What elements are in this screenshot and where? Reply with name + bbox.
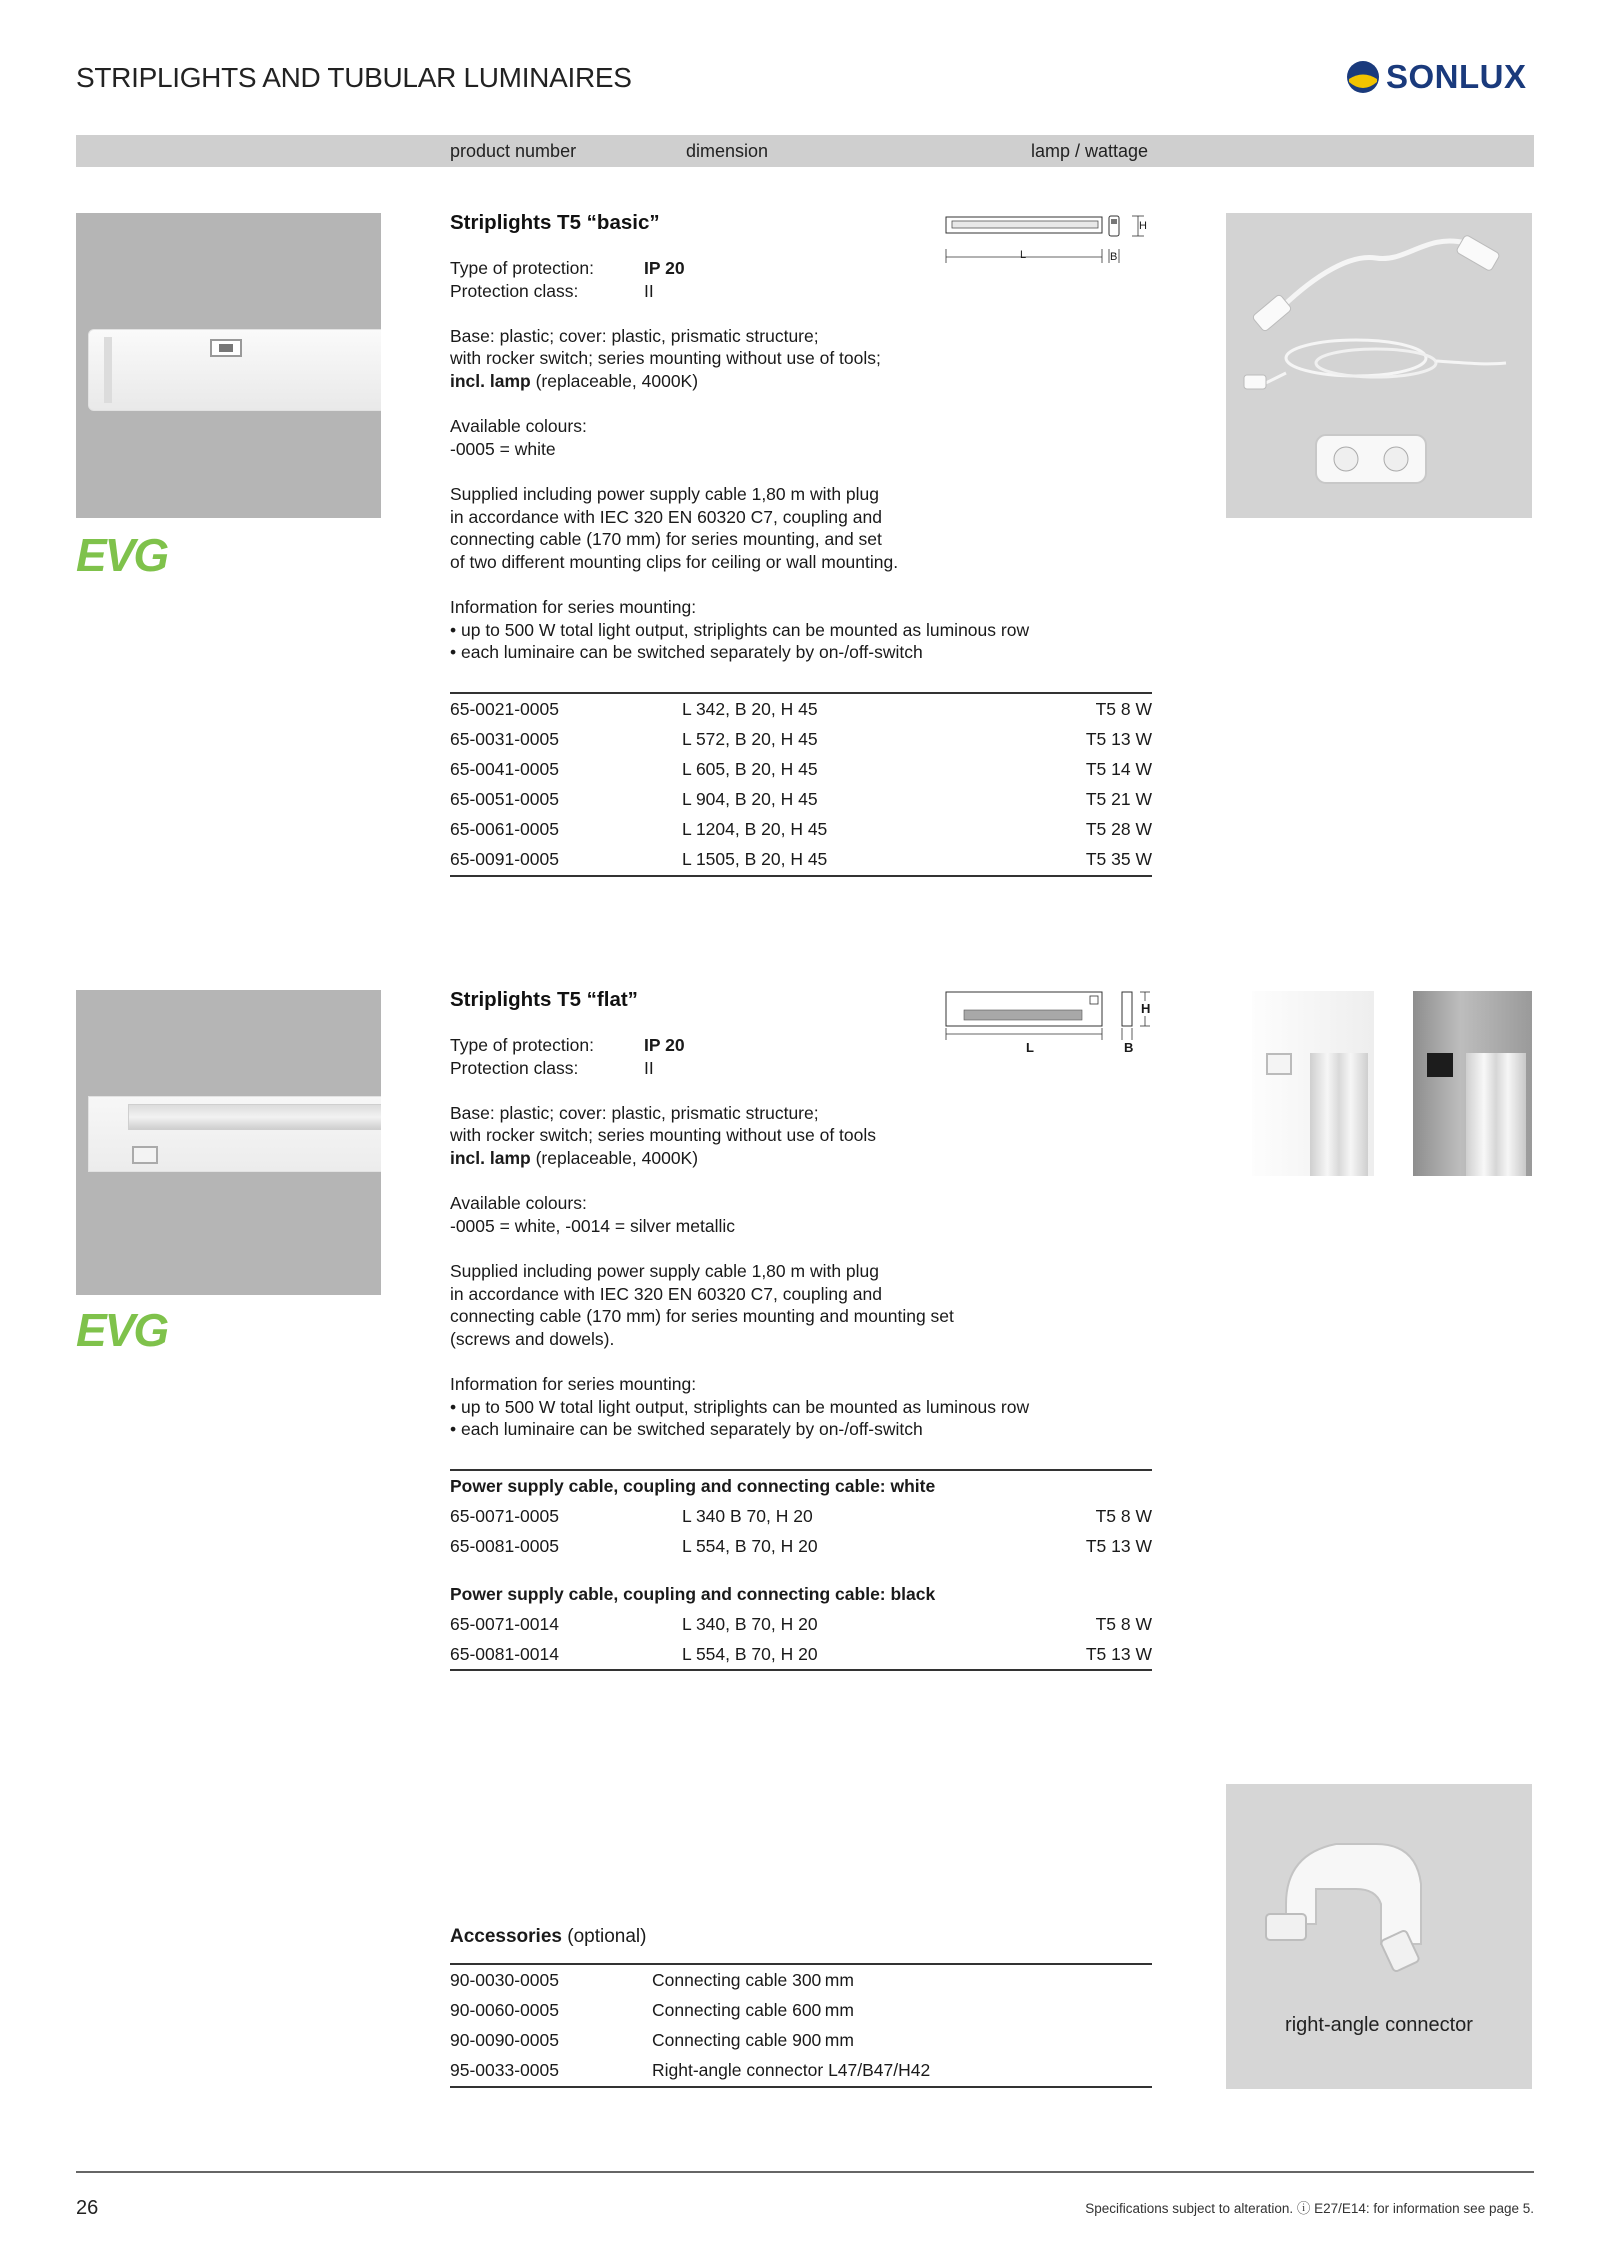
table-row: 90-0090-0005 Connecting cable 900 mm — [450, 2029, 854, 2050]
accessory-caption: right-angle connector — [1285, 2014, 1473, 2036]
protection-type: Type of protection: IP 20 — [450, 258, 685, 278]
colours-flat: Available colours: -0005 = white, -0014 = silver metallic — [450, 1193, 735, 1236]
protection-type: Type of protection: IP 20 — [450, 1035, 685, 1055]
dimension-diagram-basic — [944, 213, 1160, 271]
table-bottom-rule — [450, 1669, 1152, 1671]
table-bottom-rule — [450, 875, 1152, 877]
col-product-number: product number — [450, 141, 577, 161]
table-row: 65-0021-0005 L 342, B 20, H 45 T5 8 W — [450, 698, 1152, 719]
group-header-black: Power supply cable, coupling and connecting cable: black — [450, 1583, 936, 1604]
table-bottom-rule — [450, 2086, 1152, 2088]
table-row: 65-0041-0005 L 605, B 20, H 45 T5 14 W — [450, 758, 1152, 779]
brand-name: SONLUX — [1386, 58, 1527, 95]
table-row: 95-0033-0005 Right-angle connector L47/B47/H42 — [450, 2059, 931, 2080]
column-header-band — [76, 135, 1534, 167]
series-info-flat: Information for series mounting: • up to 500 W total light output, striplights can be mounted as luminous row • each luminaire can be switched separately by on-/off-switch — [450, 1373, 1030, 1440]
diagram-label-b: B — [1124, 1040, 1134, 1055]
detail-photo-white — [1252, 991, 1374, 1176]
evg-badge: EVG — [76, 1304, 168, 1356]
description-flat: Base: plastic; cover: plastic, prismatic structure; with rocker switch; series mounting without use of tools incl. lamp (replaceable, 4000K) — [450, 1102, 877, 1168]
supplied-basic: Supplied including power supply cable 1,80 m with plug in accordance with IEC 320 EN 60320 C7, coupling and connecting cable (170 mm) for series mounting, and set of two different mounting clips for ceiling or wall mounting. — [450, 483, 899, 572]
accessories-table — [450, 1965, 1152, 2085]
col-dimension: dimension — [686, 141, 769, 161]
evg-badge: EVG — [76, 529, 168, 581]
page-title: STRIPLIGHTS AND TUBULAR LUMINAIRES — [76, 62, 632, 93]
series-info-basic: Information for series mounting: • up to 500 W total light output, striplights can be mounted as luminous row • each luminaire can be switched separately by on-/off-switch — [450, 596, 1030, 663]
table-row: 65-0061-0005 L 1204, B 20, H 45 T5 28 W — [450, 818, 1152, 839]
specs-basic — [450, 257, 1030, 664]
accessory-photo-connector — [1226, 1784, 1532, 2089]
product-title-flat: Striplights T5 “flat” — [450, 988, 638, 1011]
table-row: 65-0081-0005 L 554, B 70, H 20 T5 13 W — [450, 1535, 1152, 1556]
table-row: 65-0031-0005 L 572, B 20, H 45 T5 13 W — [450, 728, 1152, 749]
page-number: 26 — [76, 2197, 99, 2219]
table-row: 90-0030-0005 Connecting cable 300 mm — [450, 1969, 854, 1990]
table-row: 65-0051-0005 L 904, B 20, H 45 T5 21 W — [450, 788, 1152, 809]
supplied-flat: Supplied including power supply cable 1,80 m with plug in accordance with IEC 320 EN 60320 C7, coupling and connecting cable (170 mm) for series mounting and mounting set (screws and dowels). — [450, 1260, 954, 1349]
table-row: 65-0091-0005 L 1505, B 20, H 45 T5 35 W — [450, 848, 1152, 869]
table-row: 65-0081-0014 L 554, B 70, H 20 T5 13 W — [450, 1643, 1152, 1664]
sun-logo-icon — [1346, 60, 1380, 94]
product-table-basic — [450, 694, 1152, 874]
product-table-flat — [450, 1471, 1152, 1669]
diagram-label-h: H — [1141, 1001, 1151, 1016]
specs-flat — [450, 1034, 1150, 1441]
diagram-label-h: H — [1139, 220, 1147, 232]
product-title-basic: Striplights T5 “basic” — [450, 211, 660, 234]
diagram-label-b: B — [1110, 251, 1118, 263]
product-photo-basic — [76, 213, 381, 518]
accessories-title: Accessories (optional) — [450, 1926, 647, 1947]
footer-note: Specifications subject to alteration. ⓘ E27/E14: for information see page 5. — [1085, 2201, 1534, 2216]
table-row: 90-0060-0005 Connecting cable 600 mm — [450, 1999, 854, 2020]
product-photo-flat — [76, 990, 381, 1295]
protection-class: Protection class: II — [450, 1057, 654, 1078]
footer-rule — [76, 2171, 1534, 2173]
table-row: 65-0071-0005 L 340 B 70, H 20 T5 8 W — [450, 1505, 1152, 1526]
description-basic: Base: plastic; cover: plastic, prismatic structure; with rocker switch; series mounting without use of tools; incl. lamp (replaceable, 4000K) — [450, 325, 881, 391]
detail-photo-silver — [1413, 991, 1532, 1176]
group-header-white: Power supply cable, coupling and connecting cable: white — [450, 1475, 936, 1496]
accessory-photo-basic — [1226, 213, 1532, 518]
dimension-diagram-flat — [944, 990, 1160, 1056]
col-lamp-wattage: lamp / wattage — [1031, 141, 1149, 161]
diagram-label-l: L — [1026, 1040, 1034, 1055]
brand-logo — [1346, 58, 1527, 96]
colours-basic: Available colours: -0005 = white — [450, 416, 587, 459]
protection-class: Protection class: II — [450, 280, 654, 301]
diagram-label-l: L — [1020, 249, 1027, 261]
table-row: 65-0071-0014 L 340, B 70, H 20 T5 8 W — [450, 1613, 1152, 1634]
